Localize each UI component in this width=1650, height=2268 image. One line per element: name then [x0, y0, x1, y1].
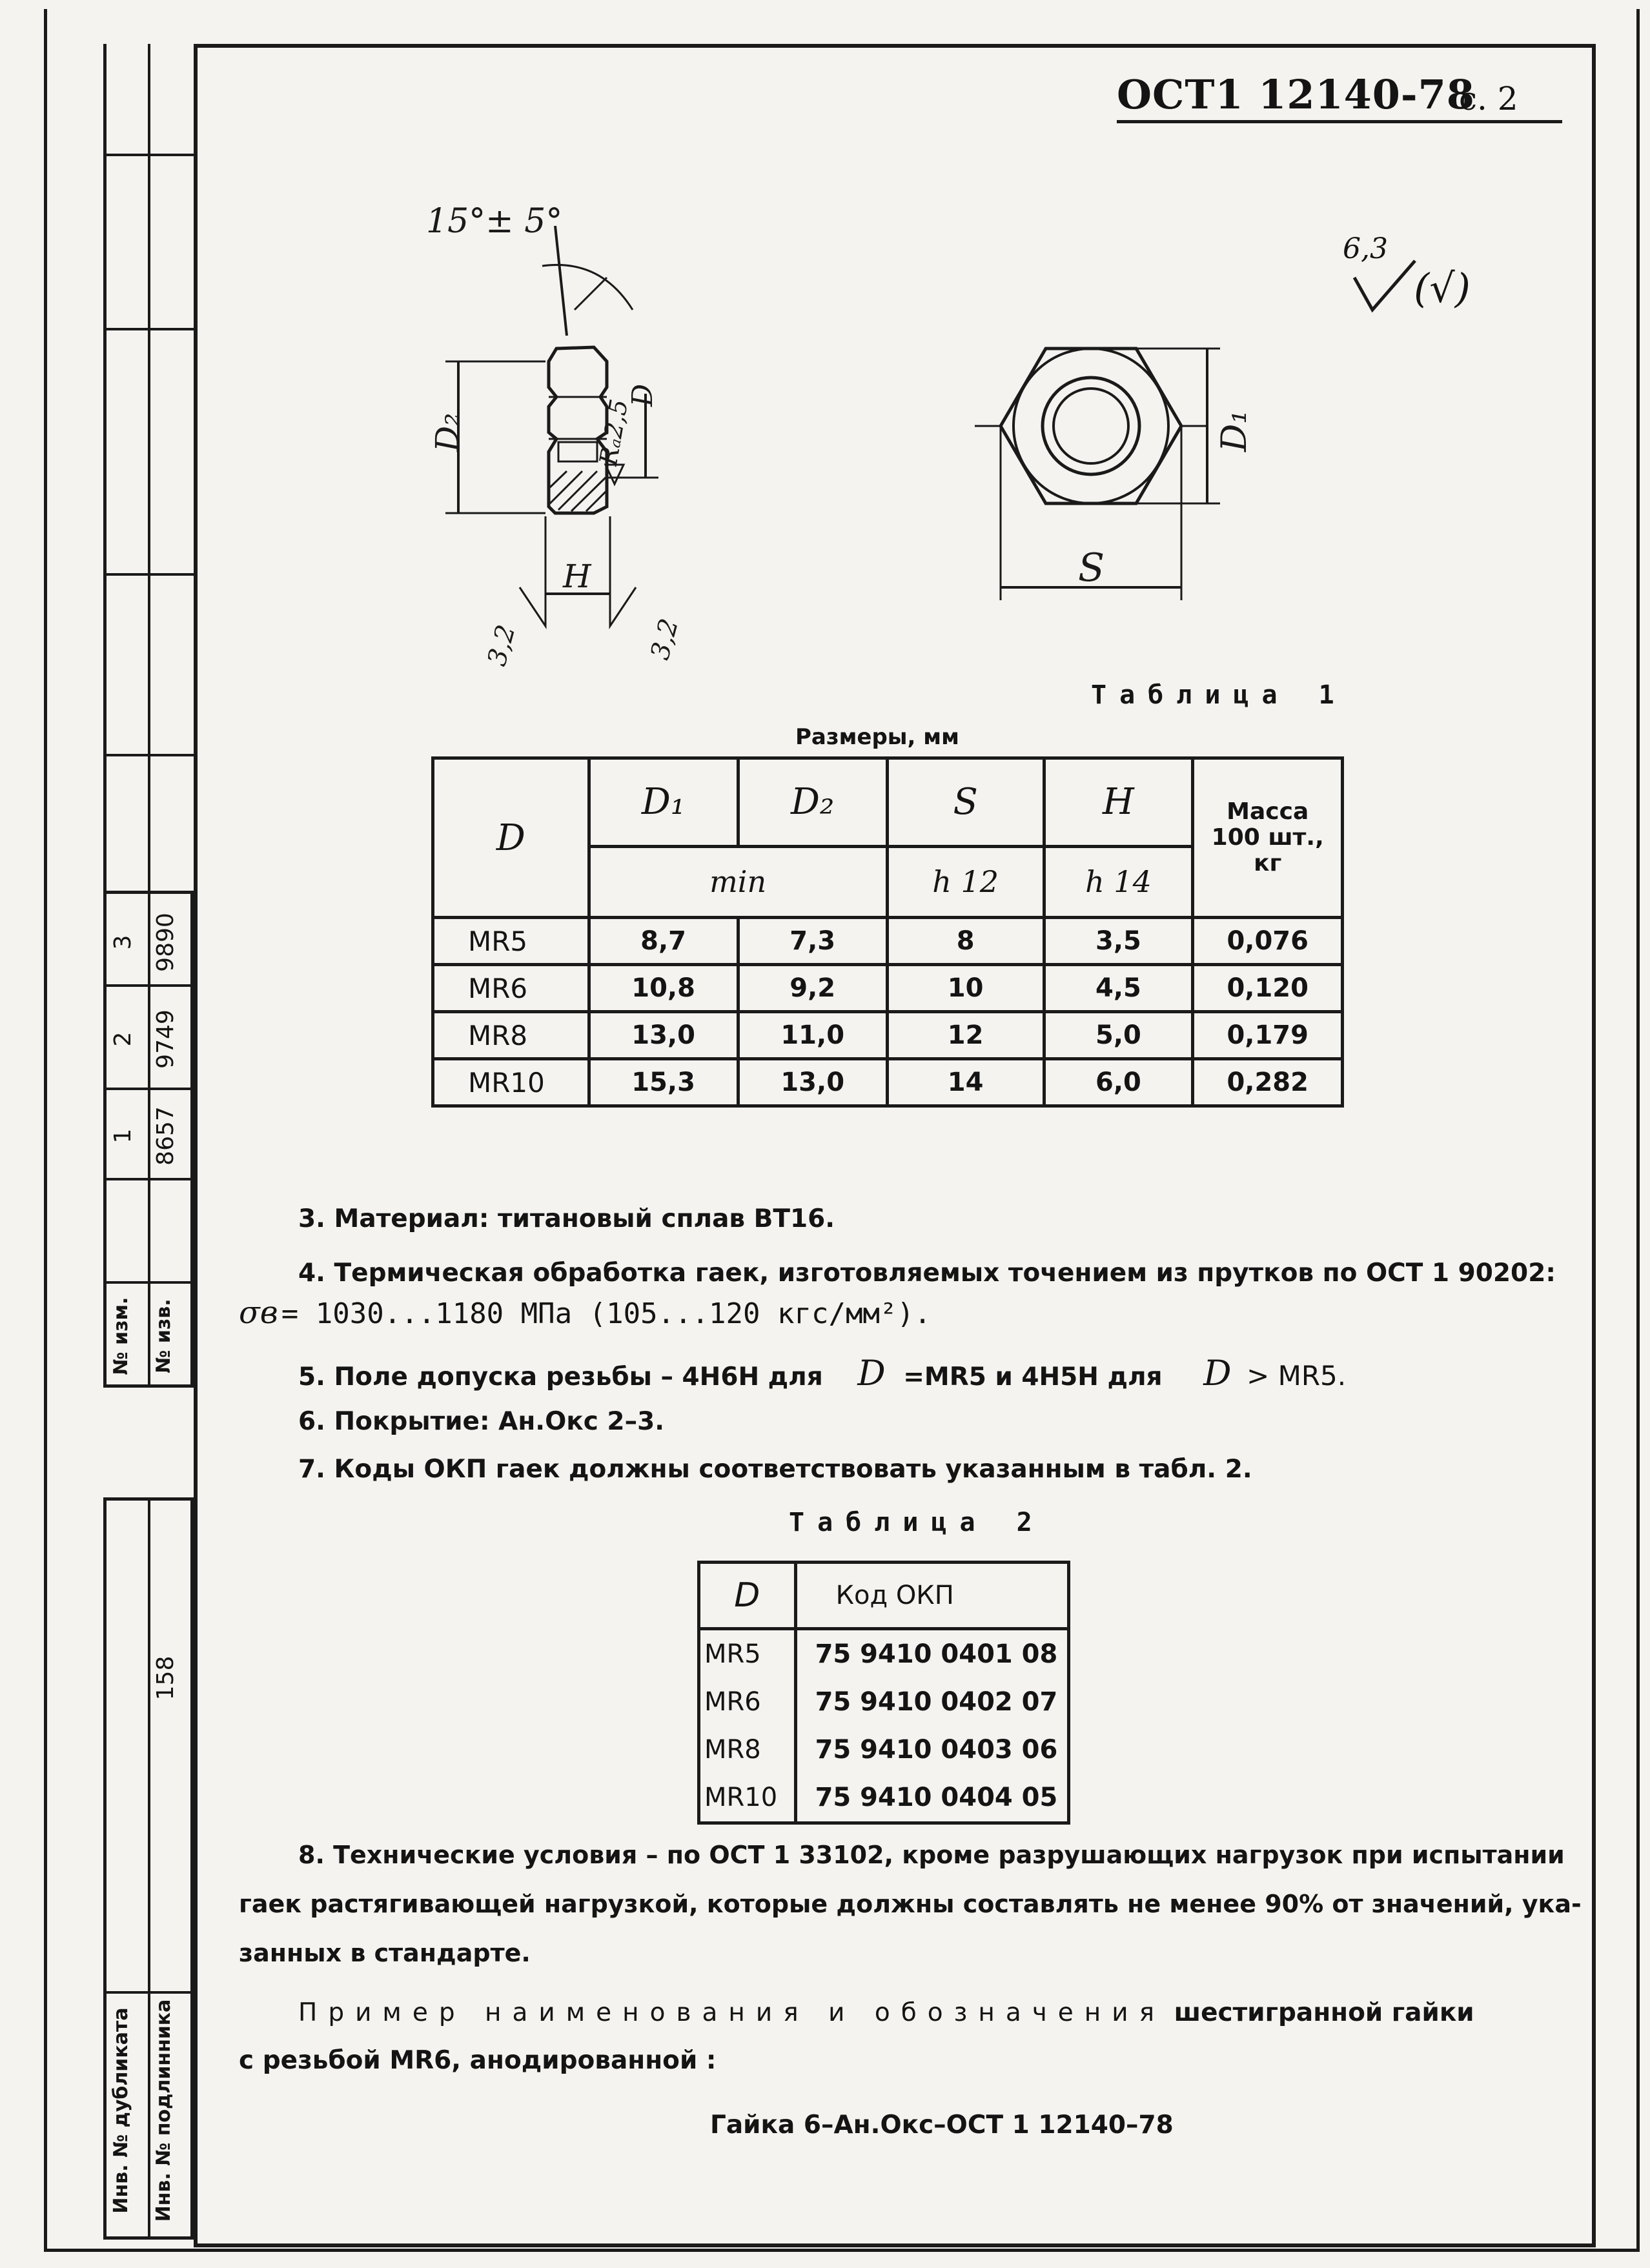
table-row: [699, 1678, 1069, 1726]
d2-label: D₂: [429, 412, 466, 452]
example-rest: шестигранной гайки: [1165, 1998, 1474, 2027]
cell-d1: 15,3: [589, 1059, 738, 1106]
example-designation: Гайка 6–Ан.Окс–ОСТ 1 12140–78: [710, 2111, 1174, 2140]
note-5-part-c: > MR5.: [1247, 1360, 1347, 1392]
nut-side-view: [413, 181, 800, 697]
stub-notice-8657: 8657: [152, 1106, 179, 1166]
sigma-symbol: σв: [239, 1295, 278, 1331]
cell-s: 12: [887, 1012, 1044, 1059]
ra-label: Rₐ2,5: [594, 397, 634, 468]
note-4: 4. Термическая обработка гаек, изготовляемых точением из прутков по ОСТ 1 90202:: [298, 1259, 1556, 1288]
table2-caption: Таблица 2: [789, 1508, 1045, 1537]
stub-rev-2: 2: [110, 1031, 136, 1047]
stub-notice-label: № изв.: [152, 1299, 175, 1373]
stub-rev-3: 3: [110, 935, 136, 950]
nut-front-view: [949, 323, 1285, 633]
surface-roughness-symbol: [1343, 232, 1511, 323]
stub-inventory-number: 158: [152, 1655, 179, 1701]
cell-d: MR10: [699, 1774, 796, 1823]
d-label-side: D: [626, 383, 659, 407]
cell-h: 4,5: [1044, 965, 1193, 1012]
angle-label: 15°± 5°: [426, 202, 563, 241]
roughness-value: 6,3: [1343, 232, 1388, 265]
th-d1: D₁: [589, 758, 738, 847]
th-d: D: [433, 758, 589, 918]
note-5-part-b: =MR5 и 4H5H для: [903, 1362, 1163, 1392]
rough-right-label: 3,2: [645, 615, 685, 663]
revision-stub: [103, 891, 194, 1388]
cell-h: 3,5: [1044, 918, 1193, 965]
th-mass-text: Масса 100 шт., кг: [1211, 798, 1324, 876]
cell-d: MR6: [699, 1678, 796, 1726]
tech-line-3: занных в стандарте.: [239, 1939, 531, 1967]
table-row: [433, 1012, 1343, 1059]
tech-line-1: 8. Технические условия – по ОСТ 1 33102, кроме разрушающих нагрузок при испытании: [298, 1841, 1565, 1869]
th-mass: [1193, 758, 1343, 918]
note-5: [298, 1353, 1346, 1393]
stub-notice-9749: 9749: [152, 1009, 179, 1069]
stub-duplicate-label: Инв. № дубликата: [110, 2007, 132, 2214]
th-d2: D₂: [738, 758, 887, 847]
cell-s: 10: [887, 965, 1044, 1012]
cell-mass: 0,179: [1193, 1012, 1343, 1059]
cell-d1: 8,7: [589, 918, 738, 965]
cell-h: 5,0: [1044, 1012, 1193, 1059]
cell-mass: 0,120: [1193, 965, 1343, 1012]
cell-d: MR10: [433, 1059, 589, 1106]
t2-head-code: Код ОКП: [795, 1563, 1068, 1629]
s-label: S: [1078, 545, 1105, 591]
th-min: min: [589, 846, 887, 917]
table-row: [699, 1726, 1069, 1774]
example-spaced: Пример наименования и обозначения: [298, 1998, 1166, 2027]
note-7: 7. Коды ОКП гаек должны соответствовать указанным в табл. 2.: [298, 1455, 1252, 1484]
cell-h: 6,0: [1044, 1059, 1193, 1106]
th-s: S: [887, 758, 1044, 847]
table-row: [699, 1774, 1069, 1823]
cell-d: MR8: [433, 1012, 589, 1059]
doc-code-underline: [1117, 120, 1562, 123]
h-label: H: [563, 558, 591, 595]
example-line-2: с резьбой MR6, анодированной :: [239, 2046, 717, 2075]
doc-header: [1117, 62, 1569, 127]
stub-rev-label: № изм.: [110, 1297, 132, 1375]
table-row: [433, 965, 1343, 1012]
t2-head-d: D: [699, 1563, 796, 1629]
cell-d1: 13,0: [589, 1012, 738, 1059]
cell-code: 75 9410 0404 05: [795, 1774, 1068, 1823]
table-row: [433, 918, 1343, 965]
cell-d1: 10,8: [589, 965, 738, 1012]
page-number: с. 2: [1459, 80, 1518, 117]
th-h: H: [1044, 758, 1193, 847]
table2: [697, 1561, 1070, 1825]
stub-original-label: Инв. № подлинника: [152, 1999, 175, 2222]
note-6: 6. Покрытие: Ан.Окс 2–3.: [298, 1407, 665, 1436]
cell-d: MR8: [699, 1726, 796, 1774]
cell-d: MR5: [433, 918, 589, 965]
stub-notice-9890: 9890: [152, 913, 179, 972]
cell-d: MR5: [699, 1629, 796, 1679]
cell-code: 75 9410 0401 08: [795, 1629, 1068, 1679]
cell-d2: 7,3: [738, 918, 887, 965]
cell-d2: 11,0: [738, 1012, 887, 1059]
cell-d2: 13,0: [738, 1059, 887, 1106]
note-4-value: [239, 1295, 931, 1331]
doc-code: ОСТ1 12140-78: [1117, 71, 1475, 118]
roughness-check-icon: [1353, 258, 1418, 316]
table-row: [433, 1059, 1343, 1106]
table1-units: Размеры, мм: [795, 724, 959, 750]
note-3: 3. Материал: титановый сплав ВТ16.: [298, 1204, 835, 1233]
cell-d2: 9,2: [738, 965, 887, 1012]
th-h-tol: h 14: [1044, 846, 1193, 917]
cell-mass: 0,282: [1193, 1059, 1343, 1106]
cell-mass: 0,076: [1193, 918, 1343, 965]
stub-rev-1: 1: [110, 1128, 136, 1144]
rough-left-label: 3,2: [482, 622, 522, 669]
stub-top-lines: [103, 44, 194, 891]
cell-s: 8: [887, 918, 1044, 965]
example-line-1: [298, 1998, 1474, 2027]
table-row: [699, 1629, 1069, 1679]
tech-line-2: гаек растягивающей нагрузкой, которые должны составлять не менее 90% от значений, ука-: [239, 1890, 1582, 1918]
roughness-alt: (√): [1414, 265, 1471, 312]
table1: [431, 756, 1344, 1108]
cell-code: 75 9410 0402 07: [795, 1678, 1068, 1726]
th-s-tol: h 12: [887, 846, 1044, 917]
strength-range: = 1030...1180 МПа (105...120 кгс/мм²).: [281, 1297, 932, 1330]
inventory-stub: [103, 1497, 194, 2240]
cell-s: 14: [887, 1059, 1044, 1106]
cell-code: 75 9410 0403 06: [795, 1726, 1068, 1774]
note-5-sym-2: D: [1203, 1353, 1232, 1393]
cell-d: MR6: [433, 965, 589, 1012]
d1-label: D₁: [1214, 410, 1254, 452]
table1-caption: Таблица 1: [1091, 680, 1347, 710]
note-5-part-a: 5. Поле допуска резьбы – 4H6H для: [298, 1362, 823, 1392]
note-5-sym-1: D: [857, 1353, 886, 1393]
